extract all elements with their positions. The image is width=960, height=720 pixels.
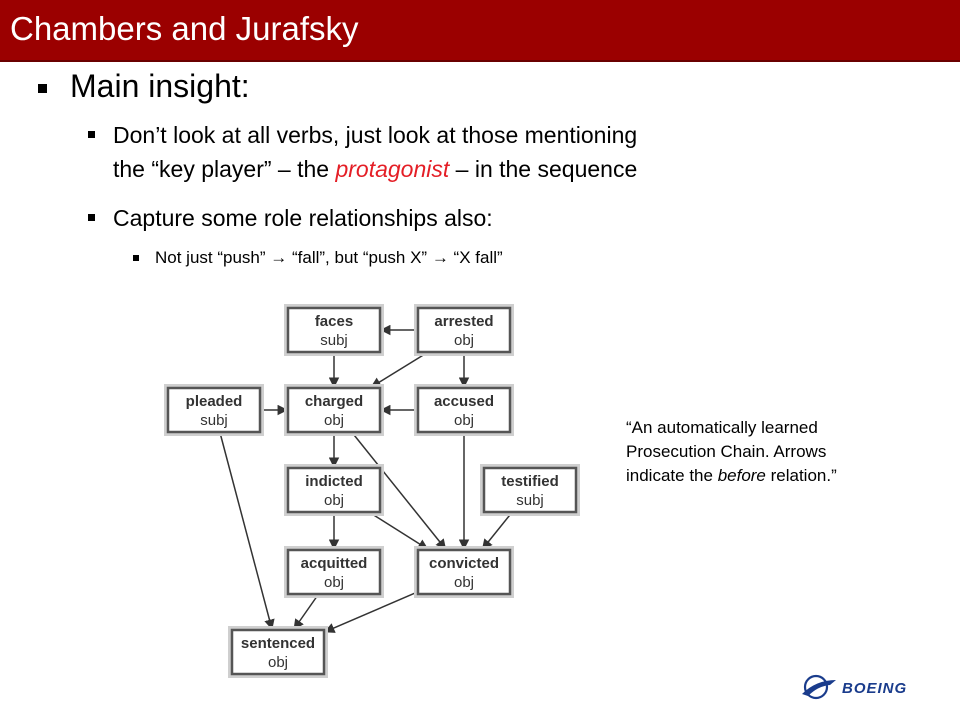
node-title: indicted — [305, 473, 363, 490]
nodes-layer — [164, 304, 580, 678]
edge-convicted-to-sentenced — [325, 592, 417, 632]
node-role: obj — [323, 412, 345, 429]
node-role: subj — [516, 492, 544, 509]
node-testified — [480, 464, 580, 516]
node-role: subj — [320, 332, 348, 349]
node-title: testified — [501, 473, 559, 490]
bullet-sub-1-line-2-pre: the “key player” – the — [113, 156, 336, 182]
edge-pleaded-to-sentenced — [220, 433, 272, 629]
node-title: sentenced — [240, 635, 316, 652]
node-title: acquitted — [300, 555, 368, 572]
node-acquitted — [284, 546, 384, 598]
node-title: accused — [433, 393, 495, 410]
node-pleaded — [164, 384, 264, 436]
caption-pre: “An automatically learned Prosecution Chain. Arrows indicate the — [626, 418, 827, 485]
node-role: obj — [323, 492, 345, 509]
bullet-sub-2-sub-text: Not just “push” → “fall”, but “push X” → “X fall” — [155, 248, 503, 267]
edge-arrested-to-charged — [371, 353, 426, 387]
node-title: arrested — [434, 313, 494, 330]
protagonist-emphasis: protagonist — [335, 156, 450, 182]
boeing-logo — [800, 670, 945, 704]
edge-testified-to-convicted — [483, 513, 512, 549]
node-convicted — [414, 546, 514, 598]
node-role: obj — [453, 574, 475, 591]
boeing-logo-text: BOEING — [842, 680, 908, 697]
caption-post: relation.” — [765, 466, 837, 485]
node-title: pleaded — [185, 393, 243, 410]
node-role: subj — [200, 412, 228, 429]
diagram-caption — [626, 416, 876, 488]
node-accused — [414, 384, 514, 436]
bullet-main-text: Main insight: — [70, 68, 250, 104]
node-title: convicted — [428, 555, 500, 572]
node-title: charged — [304, 393, 364, 410]
boeing-logo-icon — [802, 676, 836, 698]
bullet-sub-1-line-1: Don’t look at all verbs, just look at those mentioning — [113, 122, 638, 148]
node-role: obj — [323, 574, 345, 591]
node-role: obj — [453, 412, 475, 429]
edge-indicted-to-convicted — [370, 513, 427, 549]
slide-title: Chambers and Jurafsky — [10, 10, 359, 47]
node-role: obj — [453, 332, 475, 349]
node-indicted — [284, 464, 384, 516]
node-sentenced — [228, 626, 328, 678]
node-faces — [284, 304, 384, 356]
node-arrested — [414, 304, 514, 356]
node-role: obj — [267, 654, 289, 671]
edge-acquitted-to-sentenced — [294, 595, 318, 629]
node-charged — [284, 384, 384, 436]
bullet-sub-2-text: Capture some role relationships also: — [113, 205, 493, 231]
caption-emphasis: before — [717, 466, 766, 485]
bullet-sub-1-line-2-post: – in the sequence — [449, 156, 638, 182]
node-title: faces — [314, 313, 354, 330]
